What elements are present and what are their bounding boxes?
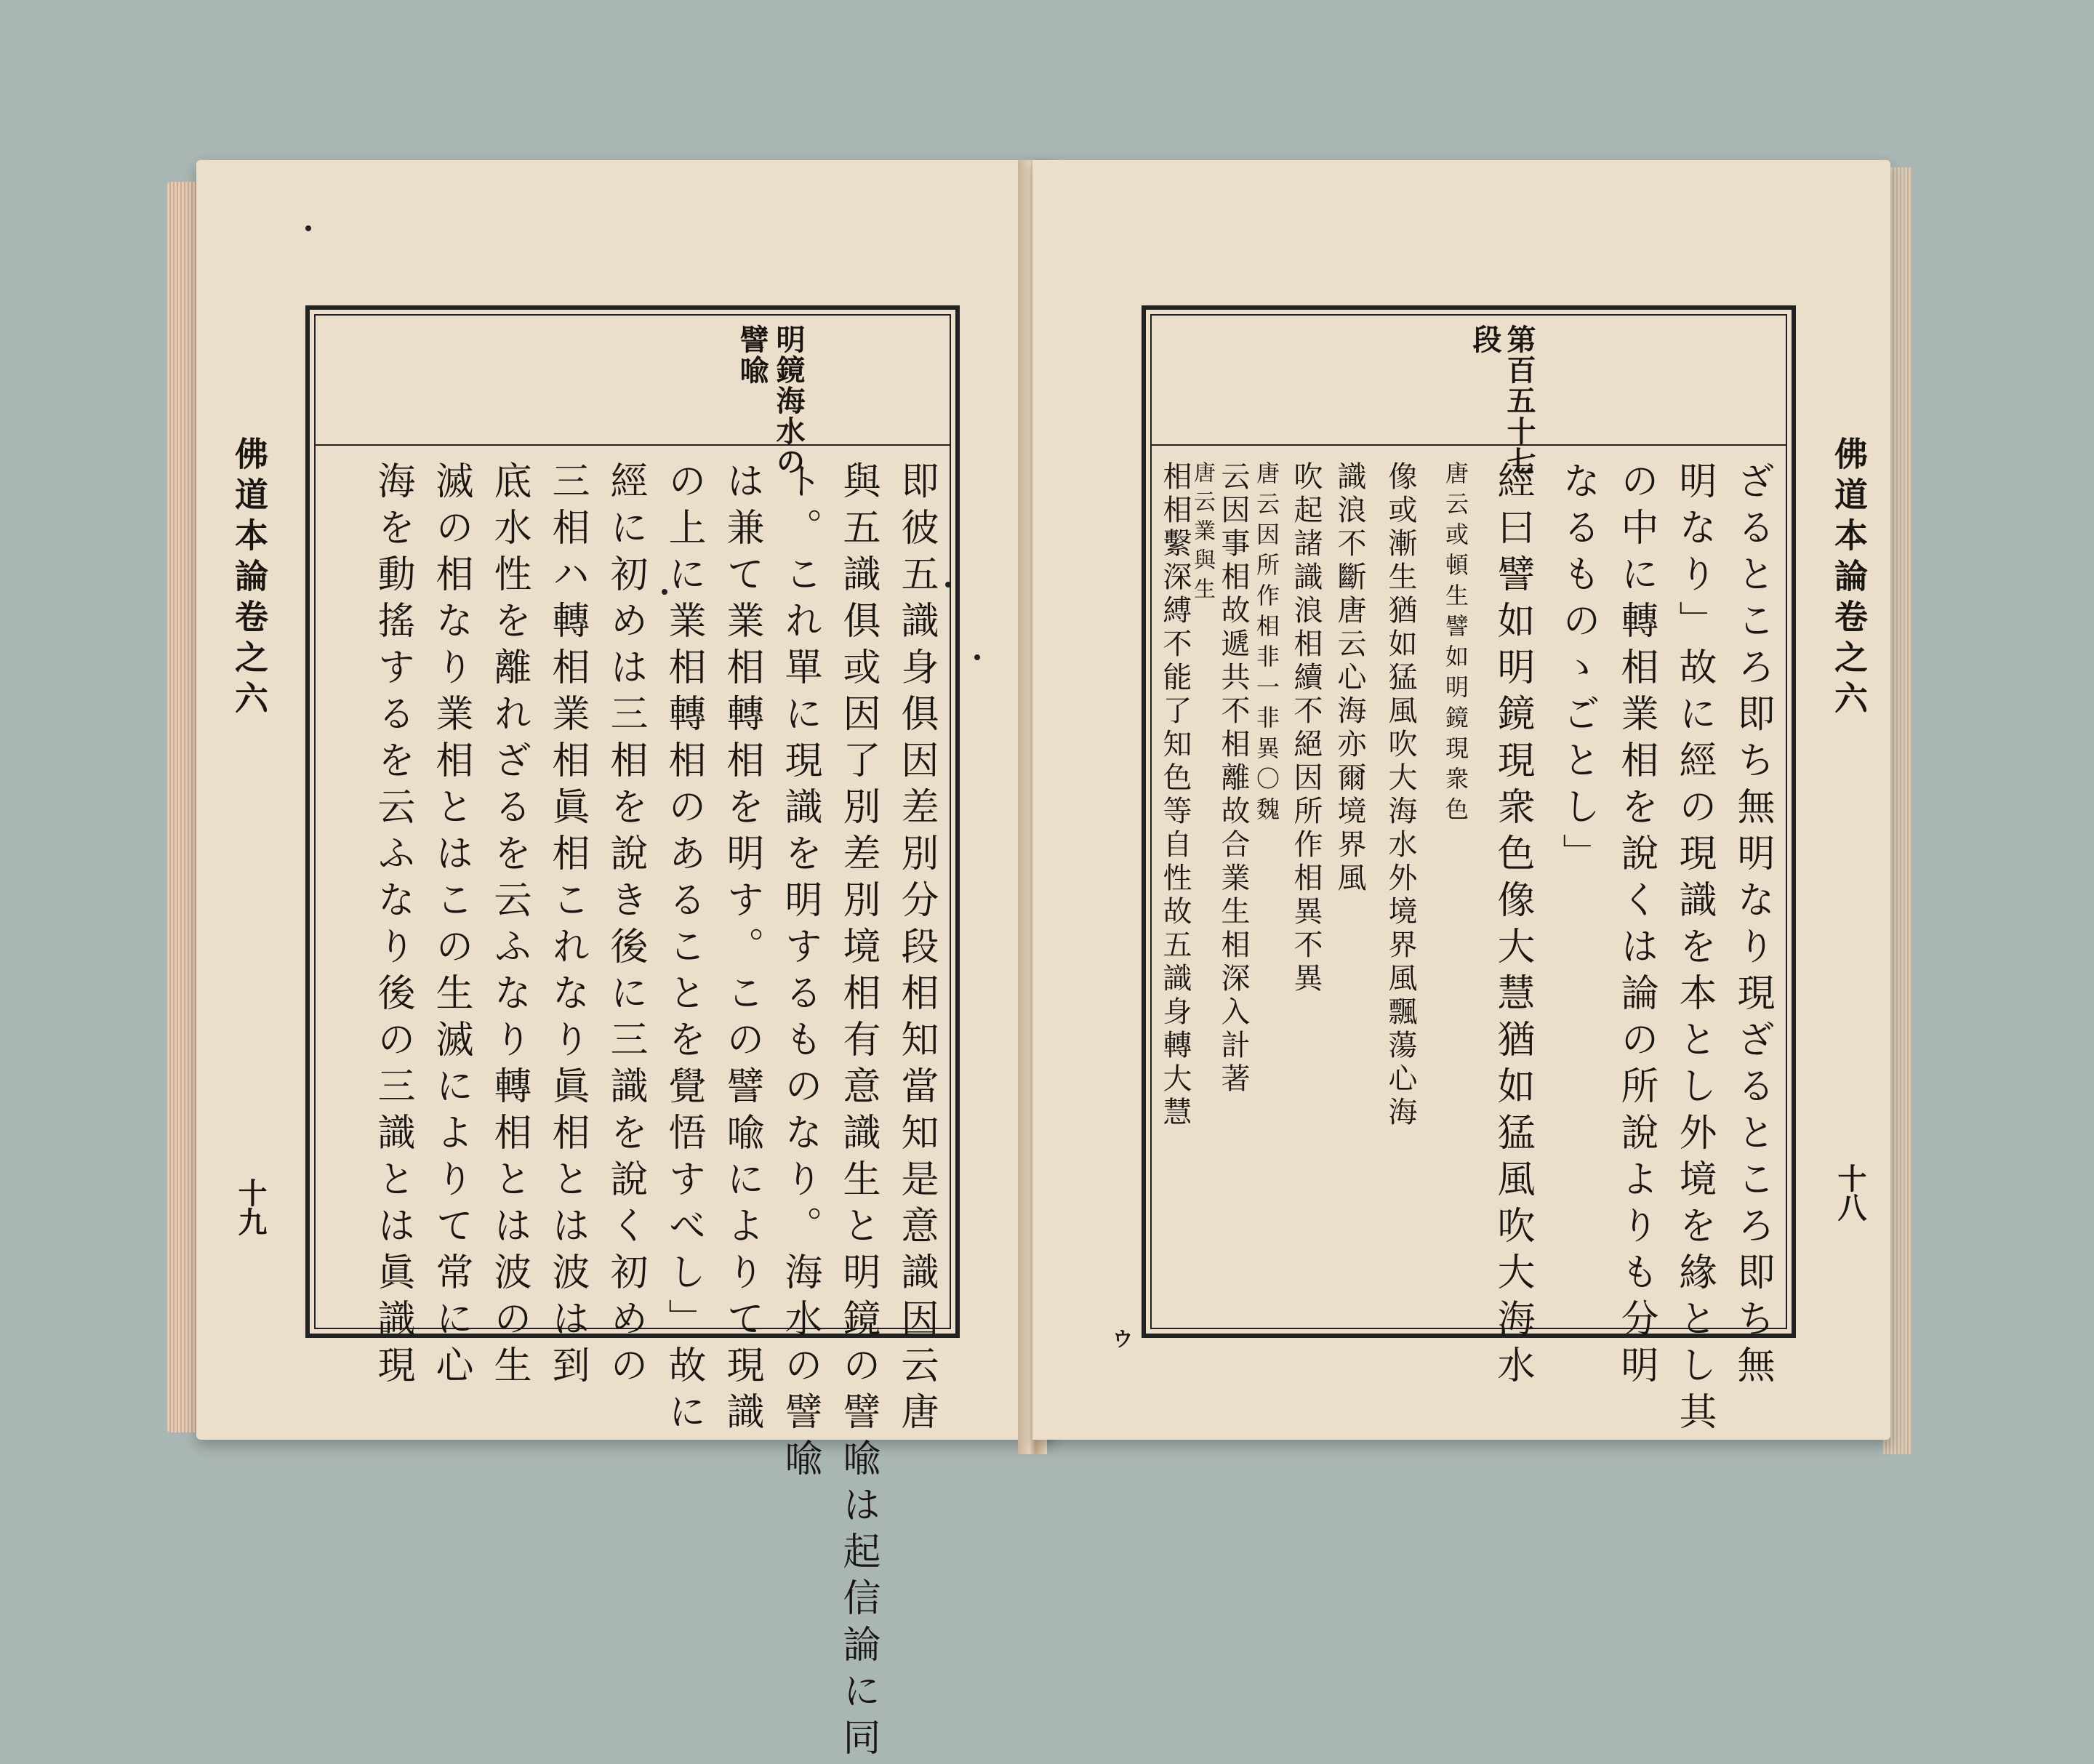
ink-dot (974, 654, 980, 660)
text-column: 唐云或頓生譬如明鏡現衆色 (1442, 461, 1469, 827)
text-column: 云因事相故遞共不相離故合業生相深入計著 (1216, 461, 1250, 1097)
text-column: 海を動搖するを云ふなり後の三識とは眞識現 (371, 461, 414, 1392)
headnote: 譬喩 (735, 324, 769, 385)
text-column: の中に轉相業相を說くは論の所說よりも分明 (1614, 461, 1658, 1392)
running-head: 佛道本論卷之六 (230, 436, 269, 721)
stamp-mark: ウ (1112, 1327, 1134, 1351)
header-rule (1152, 444, 1786, 446)
headnote: 第百五十七 (1502, 324, 1536, 477)
text-column: 唐云因所作相非一非異〇魏 (1253, 461, 1280, 827)
text-column: 滅の相なり業相とはこの生滅によりて常に心 (429, 461, 473, 1392)
text-column: 經曰譬如明鏡現衆色像大慧猶如猛風吹大海水 (1491, 461, 1534, 1392)
right-page (1032, 160, 1890, 1440)
text-column: 經に初めは三相を說き後に三識を說く初めの (603, 461, 647, 1392)
text-column: ざるところ即ち無明なり現ざるところ即ち無 (1730, 461, 1774, 1392)
text-column: 明なり」故に經の現識を本とし外境を緣とし其 (1672, 461, 1716, 1438)
ink-dot (305, 225, 311, 231)
text-column: 唐云業與生 (1190, 461, 1215, 606)
text-frame (1142, 305, 1796, 1438)
text-column: 像或漸生猶如猛風吹大海水外境界風飄蕩心海 (1384, 461, 1417, 1130)
text-column: なるものゝごとし」 (1556, 461, 1600, 880)
text-column: ト。これ單に現識を明するものなり。海水の譬喩 (778, 461, 822, 1485)
text-column: 相相繫深縛不能了知色等自性故五識身轉大慧 (1158, 461, 1192, 1130)
text-column: 與五識俱或因了別差別境相有意識生と明鏡の譬喩は起信論に同 (836, 461, 880, 1764)
folio: 十九 (233, 1178, 268, 1236)
header-rule (316, 444, 950, 446)
text-column: 三相ハ轉相業相眞相これなり眞相とは波は到 (545, 461, 589, 1392)
headnote: 明鏡海水の (771, 324, 806, 477)
text-column: は兼て業相轉相を明す。この譬喩によりて現識 (720, 461, 763, 1438)
headnote: 段 (1468, 324, 1502, 355)
text-column: の上に業相轉相のあることを覺悟すべし」故に (662, 461, 705, 1438)
text-column: 識浪不斷唐云心海亦爾境界風 (1333, 461, 1366, 896)
running-head: 佛道本論卷之六 (1829, 436, 1869, 721)
text-column: 即彼五識身俱因差別分段相知當知是意識因云唐 (894, 461, 938, 1438)
text-frame (305, 305, 960, 1764)
open-book (167, 160, 1912, 1764)
text-column: 底水性を離れざるを云ふなり轉相とは波の生 (487, 461, 531, 1392)
text-column: 吹起諸識浪相續不絕因所作相異不異 (1289, 461, 1323, 996)
folio: 十八 (1833, 1163, 1867, 1222)
left-page (196, 160, 1054, 1764)
